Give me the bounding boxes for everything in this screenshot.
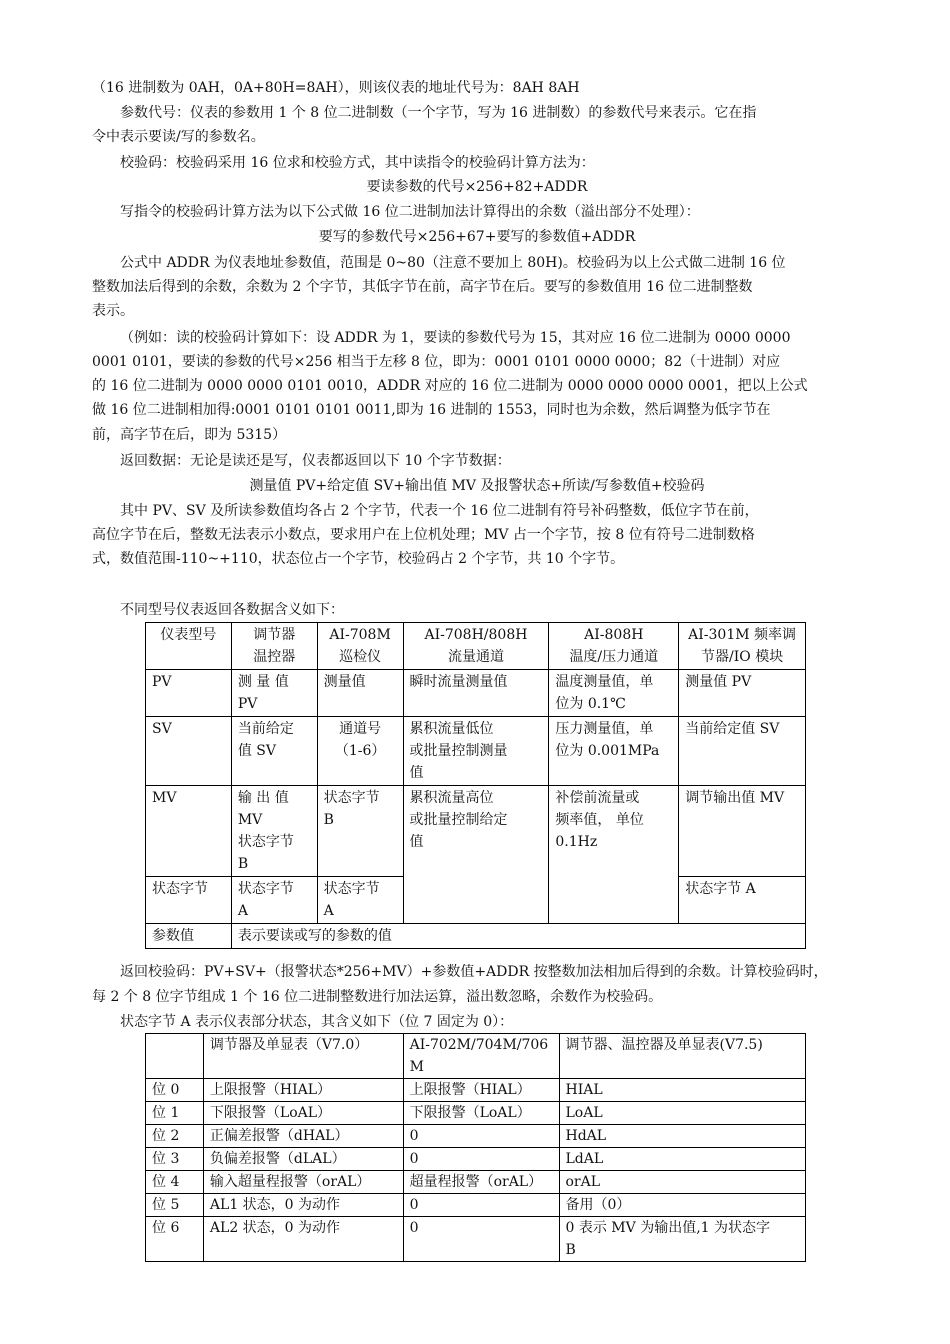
table-cell: 上限报警（HIAL） <box>403 1079 559 1102</box>
header-cell: 调节器 温控器 <box>231 623 317 670</box>
paragraph: 返回校验码：PV+SV+（报警状态*256+MV）+参数值+ADDR 按整数加法相加后得到的余数。计算校验码时， <box>120 964 828 980</box>
table-cell: 下限报警（LoAL） <box>203 1102 403 1125</box>
table-row <box>146 1217 806 1262</box>
table-cell: 0 <box>403 1217 559 1262</box>
table-cell: 输 出 值 MV 状态字节 B <box>231 786 317 877</box>
table-cell: orAL <box>559 1171 806 1194</box>
table-cell: 测量值 PV <box>679 670 806 717</box>
model-return-table <box>145 622 806 949</box>
table-cell: 上限报警（HIAL） <box>203 1079 403 1102</box>
paragraph: 高位字节在后，整数无法表示小数点，要求用户在上位机处理；MV 占一个字节，按 8 位有符号二进制数格 <box>92 527 755 543</box>
table-cell: 状态字节 A <box>231 877 317 924</box>
table-cell: 状态字节 A <box>679 877 806 924</box>
header-cell: AI-808H 温度/压力通道 <box>549 623 679 670</box>
paragraph: （例如：读的校验码计算如下：设 ADDR 为 1，要读的参数代号为 15，其对应 16 位二进制为 0000 0000 <box>120 330 791 346</box>
paragraph: 做 16 位二进制相加得:0001 0101 0101 0011,即为 16 进制的 1553，同时也为余数，然后调整为低字节在 <box>92 402 771 418</box>
table-cell: 温度测量值，单 位为 0.1℃ <box>549 670 679 717</box>
paragraph: 返回数据：无论是读还是写，仪表都返回以下 10 个字节数据： <box>120 453 511 469</box>
paragraph: 参数代号：仪表的参数用 1 个 8 位二进制数（一个字节，写为 16 进制数）的参数代号来表示。它在指 <box>120 105 757 121</box>
paragraph: 公式中 ADDR 为仪表地址参数值，范围是 0~80（注意不要加上 80H)。校验码为以上公式做二进制 16 位 <box>120 255 786 271</box>
table-row <box>146 670 806 717</box>
table1-caption: 不同型号仪表返回各数据含义如下： <box>120 602 344 618</box>
header-cell: 仪表型号 <box>146 623 232 670</box>
table-cell: MV <box>146 786 232 877</box>
table-cell: 测量值 <box>317 670 403 717</box>
table-cell: 0 表示 MV 为输出值,1 为状态字 B <box>559 1217 806 1262</box>
table-cell: 表示要读或写的参数的值 <box>231 924 805 949</box>
table-cell: 超量程报警（orAL） <box>403 1171 559 1194</box>
paragraph: 式，数值范围-110~+110，状态位占一个字节，校验码占 2 个字节，共 10 个字节。 <box>92 551 625 567</box>
table-row <box>146 1125 806 1148</box>
header-cell: AI-708H/808H 流量通道 <box>403 623 549 670</box>
header-cell <box>146 1034 204 1079</box>
paragraph: 每 2 个 8 位字节组成 1 个 16 位二进制整数进行加法运算，溢出数忽略，余数作为校验码。 <box>92 989 663 1005</box>
table-cell: 参数值 <box>146 924 232 949</box>
table-cell: 通道号 （1-6） <box>317 717 403 786</box>
table-cell: 测 量 值 PV <box>231 670 317 717</box>
table-cell: LdAL <box>559 1148 806 1171</box>
table-row <box>146 1079 806 1102</box>
table-row <box>146 1194 806 1217</box>
table-cell: 补偿前流量或 频率值， 单位 0.1Hz <box>549 786 679 924</box>
table-cell: SV <box>146 717 232 786</box>
table-cell: 0 <box>403 1125 559 1148</box>
table-cell: AL1 状态，0 为动作 <box>203 1194 403 1217</box>
table-cell: HIAL <box>559 1079 806 1102</box>
table-cell: 当前给定 值 SV <box>231 717 317 786</box>
paragraph: 表示。 <box>92 303 134 319</box>
table2-caption: 状态字节 A 表示仪表部分状态，其含义如下（位 7 固定为 0）： <box>120 1014 514 1030</box>
table-cell: 状态字节 A <box>317 877 403 924</box>
table-row <box>146 1102 806 1125</box>
table-header-row <box>146 623 806 670</box>
paragraph: 前，高字节在后，即为 5315） <box>92 427 287 443</box>
paragraph: 0001 0101，要读的参数的代号×256 相当于左移 8 位，即为：0001 0101 0000 0000；82（十进制）对应 <box>92 354 781 370</box>
table-cell: 瞬时流量测量值 <box>403 670 549 717</box>
formula-write-checksum: 要写的参数代号×256+67+要写的参数值+ADDR <box>318 229 636 245</box>
status-byte-a-table <box>145 1033 806 1262</box>
header-cell: AI-301M 频率调 节器/IO 模块 <box>679 623 806 670</box>
header-cell: AI-702M/704M/706 M <box>403 1034 559 1079</box>
table-cell: 位 6 <box>146 1217 204 1262</box>
header-cell: AI-708M 巡检仪 <box>317 623 403 670</box>
table-cell: PV <box>146 670 232 717</box>
paragraph: 校验码：校验码采用 16 位求和校验方式，其中读指令的校验码计算方法为： <box>120 155 595 171</box>
table-cell: 0 <box>403 1148 559 1171</box>
table-row <box>146 786 806 877</box>
table-cell: 位 5 <box>146 1194 204 1217</box>
table-cell: 状态字节 <box>146 877 232 924</box>
table-cell: 正偏差报警（dHAL） <box>203 1125 403 1148</box>
return-data-formula: 测量值 PV+给定值 SV+输出值 MV 及报警状态+所读/写参数值+校验码 <box>249 478 705 494</box>
table-cell: 位 4 <box>146 1171 204 1194</box>
table-header-row <box>146 1034 806 1079</box>
table-cell: 累积流量高位 或批量控制给定 值 <box>403 786 549 924</box>
paragraph: 写指令的校验码计算方法为以下公式做 16 位二进制加法计算得出的余数（溢出部分不处理）： <box>120 204 700 220</box>
table-cell: 位 2 <box>146 1125 204 1148</box>
table-cell: 位 0 <box>146 1079 204 1102</box>
table-row <box>146 924 806 949</box>
table-cell: 调节输出值 MV <box>679 786 806 877</box>
table-cell: AL2 状态，0 为动作 <box>203 1217 403 1262</box>
header-cell: 调节器、温控器及单显表(V7.5) <box>559 1034 806 1079</box>
table-cell: 备用（0） <box>559 1194 806 1217</box>
table-cell: 累积流量低位 或批量控制测量 值 <box>403 717 549 786</box>
paragraph: 整数加法后得到的余数，余数为 2 个字节，其低字节在前，高字节在后。要写的参数值用 16 位二进制整数 <box>92 279 753 295</box>
header-cell: 调节器及单显表（V7.0） <box>203 1034 403 1079</box>
table-cell: LoAL <box>559 1102 806 1125</box>
table-cell: 0 <box>403 1194 559 1217</box>
paragraph: （16 进制数为 0AH，0A+80H=8AH），则该仪表的地址代号为：8AH 8AH <box>92 80 580 96</box>
table-row <box>146 717 806 786</box>
table-row <box>146 1171 806 1194</box>
table-cell: 输入超量程报警（orAL） <box>203 1171 403 1194</box>
table-cell: 负偏差报警（dLAL） <box>203 1148 403 1171</box>
formula-read-checksum: 要读参数的代号×256+82+ADDR <box>366 179 588 195</box>
table-cell: 压力测量值，单 位为 0.001MPa <box>549 717 679 786</box>
paragraph: 令中表示要读/写的参数名。 <box>92 129 265 145</box>
table-cell: HdAL <box>559 1125 806 1148</box>
table-row <box>146 1148 806 1171</box>
table-cell: 位 1 <box>146 1102 204 1125</box>
paragraph: 其中 PV、SV 及所读参数值均各占 2 个字节，代表一个 16 位二进制有符号补码整数，低位字节在前， <box>120 503 759 519</box>
table-cell: 下限报警（LoAL） <box>403 1102 559 1125</box>
table-cell: 当前给定值 SV <box>679 717 806 786</box>
table-cell: 位 3 <box>146 1148 204 1171</box>
paragraph: 的 16 位二进制为 0000 0000 0101 0010，ADDR 对应的 16 位二进制为 0000 0000 0000 0001，把以上公式 <box>92 378 808 394</box>
table-cell: 状态字节 B <box>317 786 403 877</box>
